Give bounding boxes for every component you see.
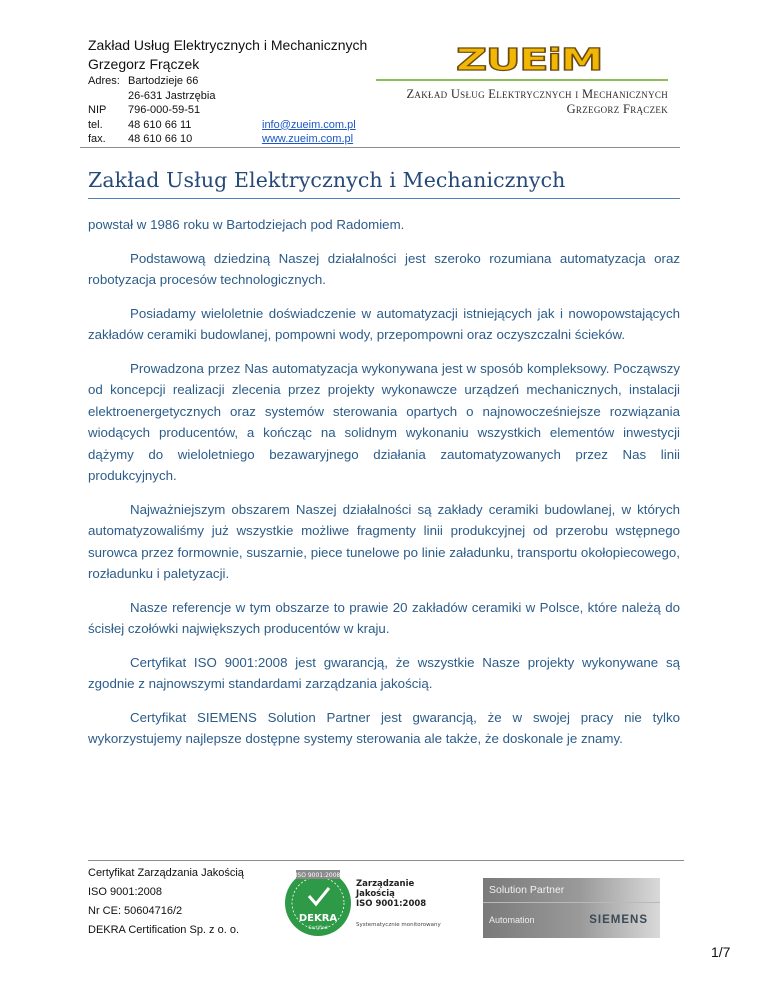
company-name: Zakład Usług Elektrycznych i Mechanicznych <box>88 37 368 53</box>
website-link[interactable]: www.zueim.com.pl <box>262 133 354 145</box>
svg-text:DEKRA: DEKRA <box>298 913 338 924</box>
tel-label: tel. <box>88 118 103 131</box>
zueim-logo-text: ZUEiM <box>456 44 602 74</box>
cert-number: Nr CE: 50604716/2 <box>88 905 183 917</box>
solution-partner-label: Solution Partner <box>489 884 565 896</box>
dekra-certificate-badge <box>282 868 442 938</box>
nip-value: 796-000-59-51 <box>128 104 201 116</box>
footer-divider <box>88 860 684 861</box>
cert-issuer: DEKRA Certification Sp. z o. o. <box>88 924 240 936</box>
paragraph-ceramics: Najważniejszym obszarem Naszej działalności są zakłady ceramiki budowlanej, w których automatyzowaliśmy już wszystkie możliwe fragmenty linii produkcyjnej od przerobu wstępnego surowca przez formownie, suszarnie, piece tunelowe po linie załadunku, transportu okołopiecowego, rozładunku i paletyzacji. <box>88 501 680 581</box>
zueim-logo <box>455 44 603 74</box>
dekra-title-3: ISO 9001:2008 <box>356 899 427 909</box>
dekra-subtitle: Systematycznie monitorowany <box>356 922 441 928</box>
paragraph-iso: Certyfikat ISO 9001:2008 jest gwarancją, że wszystkie Nasze projekty wykonywane są zgodnie z najnowszymi standardami zarządzania jakością. <box>88 654 680 691</box>
svg-text:Certified: Certified <box>308 926 328 931</box>
dekra-title-1: Zarządzanie <box>356 879 415 889</box>
logo-tagline <box>380 87 668 117</box>
dekra-title-2: Jakością <box>356 889 395 899</box>
body-text <box>88 204 680 762</box>
tel-value: 48 610 66 11 <box>128 118 192 131</box>
certificate-info <box>88 864 244 940</box>
tagline-company: Zakład Usług Elektrycznych i Mechanicznych <box>406 87 668 101</box>
siemens-solution-partner-badge <box>483 878 660 938</box>
paragraph-founded: powstał w 1986 roku w Bartodziejach pod Radomiem. <box>88 217 405 232</box>
logo-divider <box>376 79 668 81</box>
title-underline <box>88 198 680 199</box>
paragraph-automation: Prowadzona przez Nas automatyzacja wykonywana jest w sposób kompleksowy. Począwszy od koncepcji realizacji zlecenia przez projekty wykonawcze urządzeń mechanicznych, instalacji elektroenergetycznych oraz systemów sterowania opartych o najnowocześniejsze rozwiązania wiodących producentów, a kończąc na solidnym wykonaniu wszystkich elementów inwestycji dążymy do wieloletniego bezawaryjnego działania zautomatyzowanych przez Nas linii produkcyjnych. <box>88 360 680 483</box>
nip-label: NIP <box>88 104 107 116</box>
siemens-logo: SIEMENS <box>589 914 648 926</box>
automation-label: Automation <box>489 915 535 925</box>
svg-text:ISO 9001:2008: ISO 9001:2008 <box>295 872 341 879</box>
page-title: Zakład Usług Elektrycznych i Mechanicznych <box>88 168 566 192</box>
fax-label: fax. <box>88 133 106 145</box>
cert-title: Certyfikat Zarządzania Jakością <box>88 867 244 879</box>
address-street: Bartodzieje 66 <box>128 75 199 87</box>
contact-block <box>88 74 356 147</box>
paragraph-references: Nasze referencje w tym obszarze to prawie 20 zakładów ceramiki w Polsce, które należą do ścisłej czołówki największych producentów w kraju. <box>88 599 680 636</box>
tagline-owner: Grzegorz Frączek <box>566 102 668 116</box>
owner-name: Grzegorz Frączek <box>88 56 200 72</box>
header-divider <box>80 147 680 148</box>
company-name-block <box>88 36 367 74</box>
address-city: 26-631 Jastrzębia <box>128 89 216 102</box>
fax-value: 48 610 66 10 <box>128 133 193 145</box>
paragraph-experience: Posiadamy wieloletnie doświadczenie w automatyzacji istniejących jak i nowopowstających zakładów ceramiki budowlanej, pompowni wody, przepompowni oraz oczyszczalni ścieków. <box>88 305 680 342</box>
paragraph-domain: Podstawową dziedziną Naszej działalności jest szeroko rozumiana automatyzacja oraz robotyzacja procesów technologicznych. <box>88 250 680 287</box>
address-label: Adres: <box>88 75 120 87</box>
cert-standard: ISO 9001:2008 <box>88 886 163 898</box>
email-link[interactable]: info@zueim.com.pl <box>262 118 356 131</box>
paragraph-siemens: Certyfikat SIEMENS Solution Partner jest gwarancją, że w swojej pracy nie tylko wykorzystujemy najlepsze dostępne systemy sterowania ale także, że doskonale je znamy. <box>88 709 680 746</box>
page-number: 1/7 <box>711 944 731 960</box>
